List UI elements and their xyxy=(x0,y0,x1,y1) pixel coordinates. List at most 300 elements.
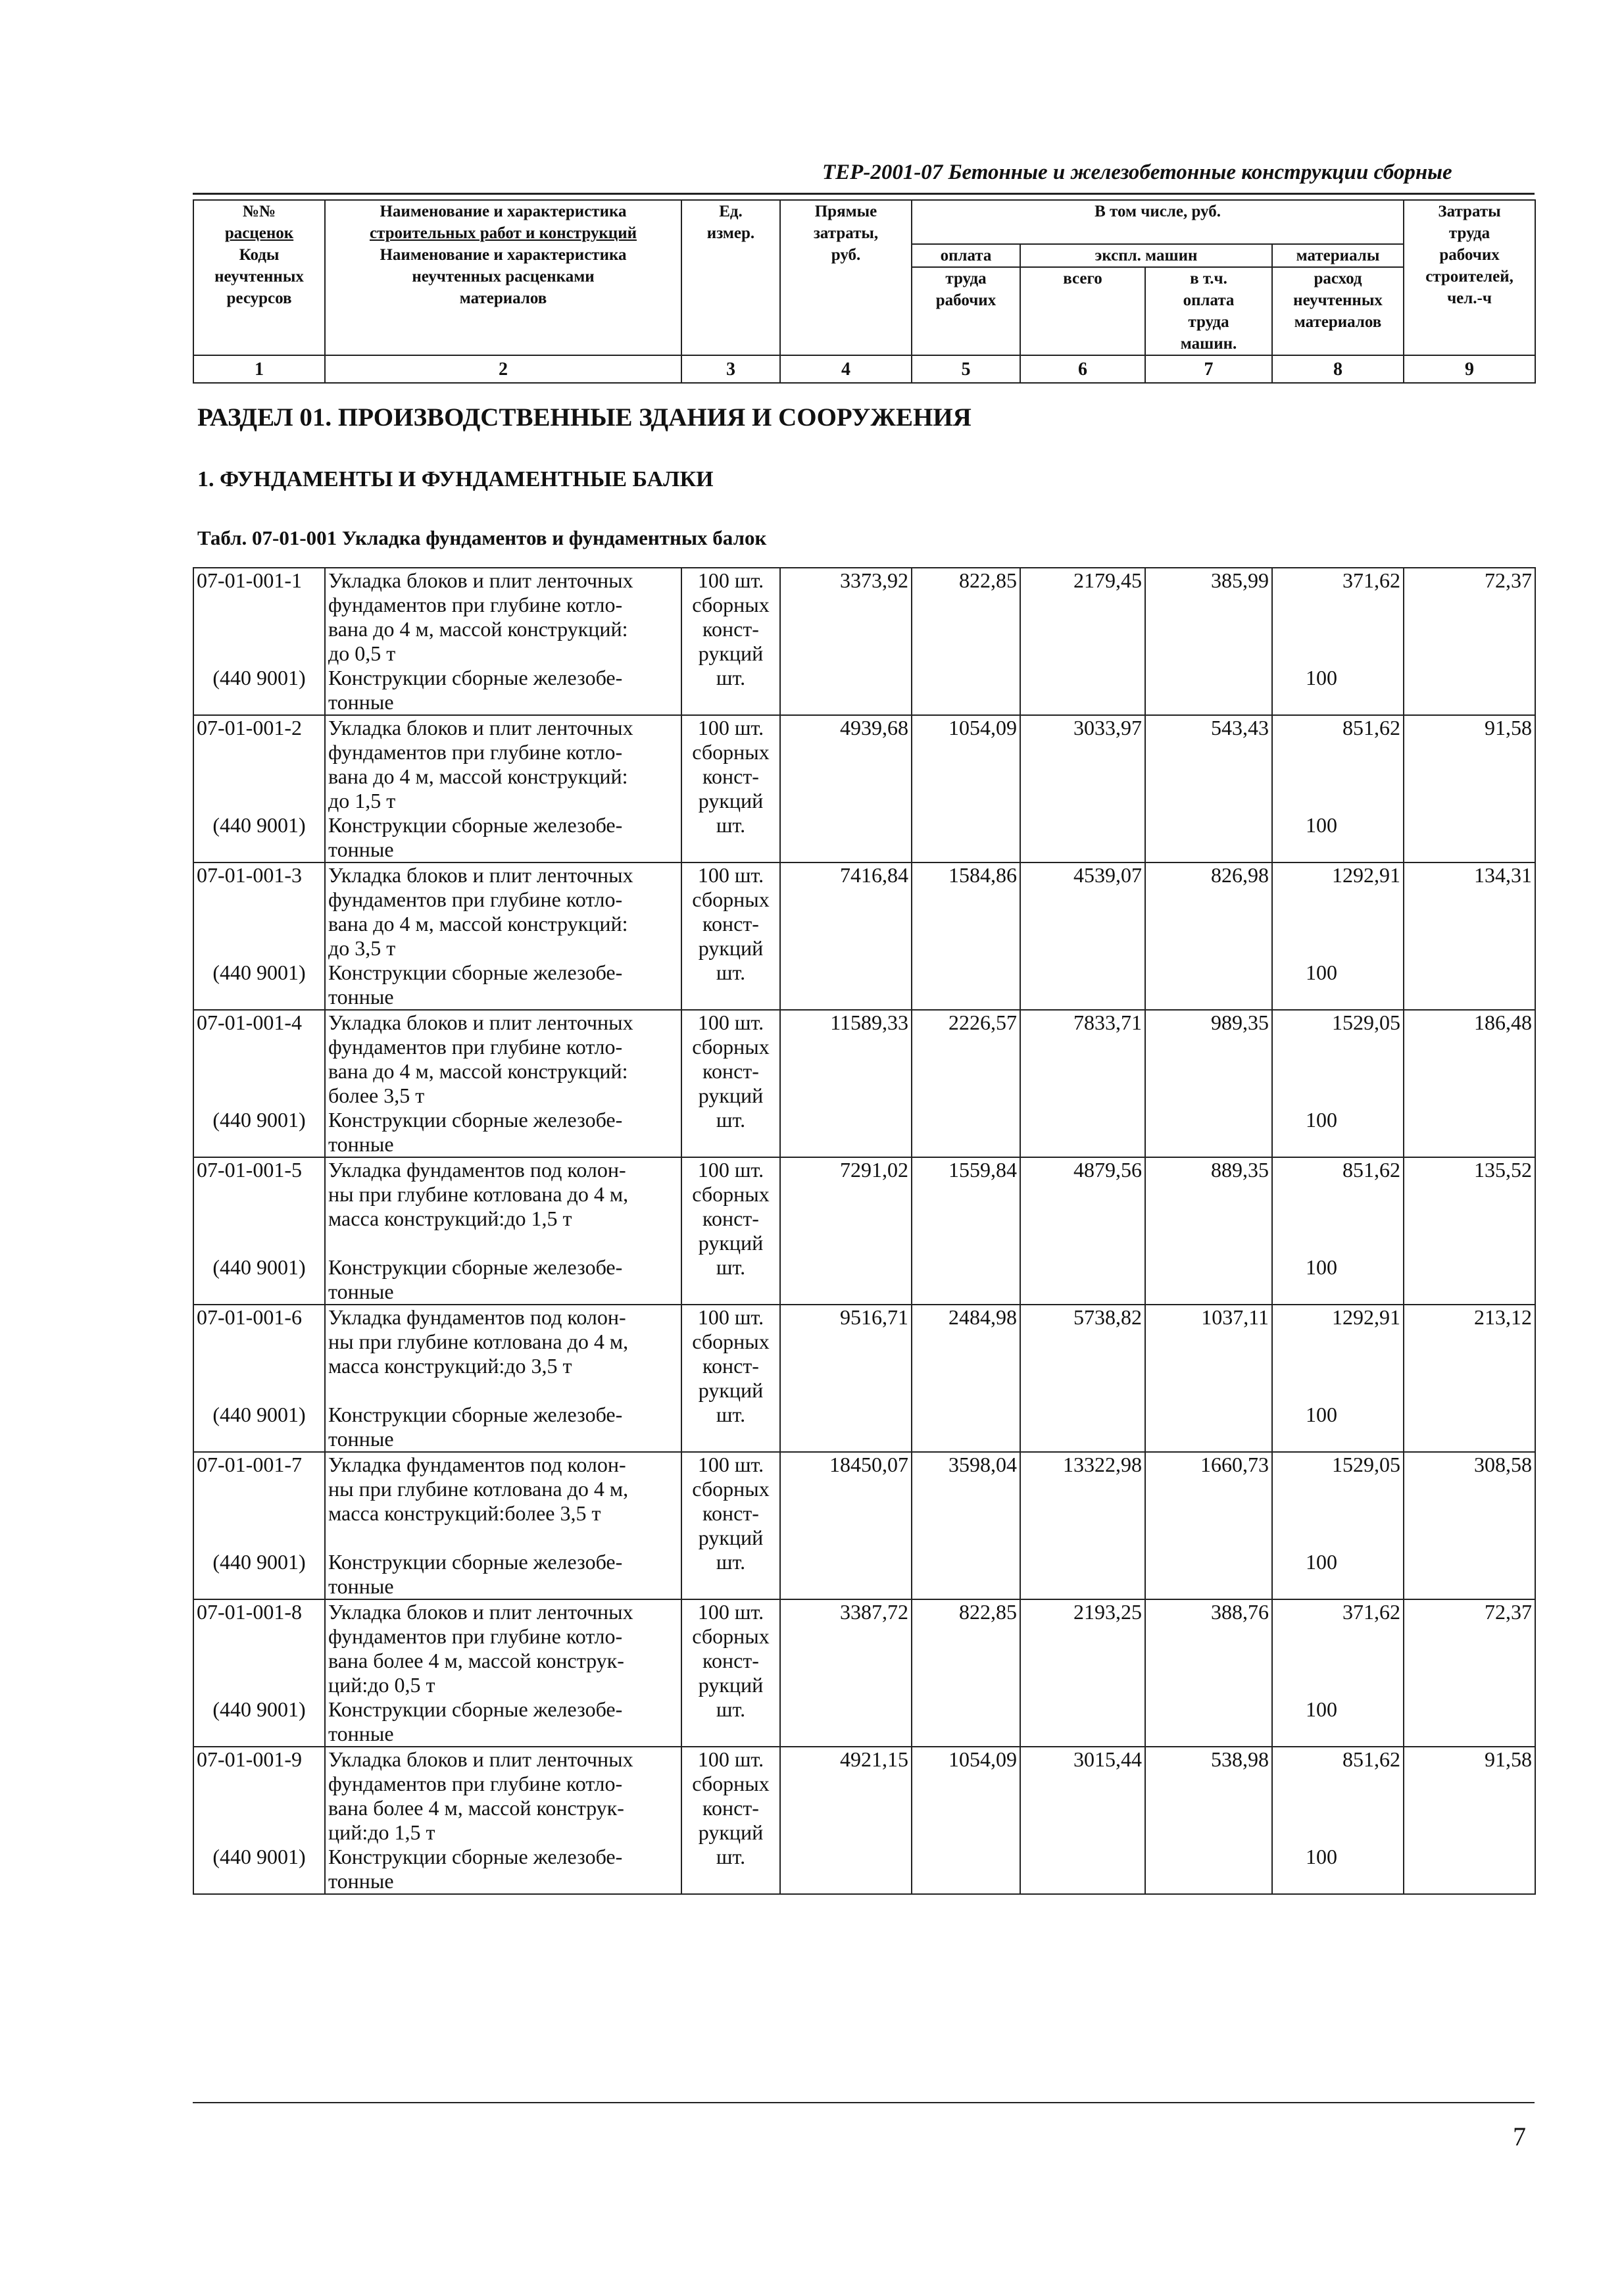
cell-line: рукций xyxy=(698,789,764,813)
direct-cost: 18450,07 xyxy=(780,1452,912,1550)
direct-cost: 7416,84 xyxy=(780,863,912,961)
resource-code: (440 9001) xyxy=(193,1697,325,1747)
resource-unit: шт. xyxy=(681,1255,780,1305)
resource-row xyxy=(193,1550,1535,1599)
table-row xyxy=(193,1157,1535,1255)
table-row xyxy=(193,1305,1535,1403)
resource-quantity: 100 xyxy=(1272,666,1404,715)
empty-cell xyxy=(1020,1845,1145,1894)
rate-description xyxy=(325,1452,681,1550)
machine-cost: 3015,44 xyxy=(1020,1747,1145,1845)
cell-line: Конструкции сборные железобе- xyxy=(328,1550,623,1574)
cell-line: конст- xyxy=(702,912,759,936)
cell-line: Укладка блоков и плит ленточных xyxy=(328,1600,633,1624)
machine-cost: 2193,25 xyxy=(1020,1599,1145,1697)
rate-description xyxy=(325,568,681,666)
cell-line: Конструкции сборные железобе- xyxy=(328,666,623,689)
machine-labor-cost: 385,99 xyxy=(1145,568,1272,666)
resource-unit: шт. xyxy=(681,1108,780,1157)
resource-unit: шт. xyxy=(681,666,780,715)
empty-cell xyxy=(912,1403,1020,1452)
resource-description xyxy=(325,813,681,863)
resource-quantity: 100 xyxy=(1272,961,1404,1010)
cell-line: Укладка блоков и плит ленточных xyxy=(328,1747,633,1771)
cell-line: фундаментов при глубине котло- xyxy=(328,1035,623,1059)
col-header-4: Прямые затраты, руб. xyxy=(780,200,912,355)
cell-line: конст- xyxy=(702,1207,759,1230)
cell-line: ны при глубине котлована до 4 м, xyxy=(328,1182,629,1206)
cell-line: рукций xyxy=(698,1084,764,1107)
labor-cost: 3598,04 xyxy=(912,1452,1020,1550)
cell-line: ций:до 0,5 т xyxy=(328,1673,435,1697)
col-header-3: Ед. измер. xyxy=(681,200,780,355)
empty-cell xyxy=(1404,1550,1535,1599)
labor-hours: 91,58 xyxy=(1404,1747,1535,1845)
resource-code: (440 9001) xyxy=(193,813,325,863)
materials-cost: 371,62 xyxy=(1272,568,1404,666)
cell-line: рукций xyxy=(698,936,764,960)
machine-labor-cost: 1037,11 xyxy=(1145,1305,1272,1403)
col-number: 2 xyxy=(325,355,681,383)
resource-row xyxy=(193,961,1535,1010)
empty-cell xyxy=(912,1108,1020,1157)
rate-unit xyxy=(681,1157,780,1255)
empty-cell xyxy=(780,1845,912,1894)
resource-row xyxy=(193,1108,1535,1157)
direct-cost: 4939,68 xyxy=(780,715,912,813)
cell-line: конст- xyxy=(702,764,759,788)
cell-line xyxy=(328,1231,681,1255)
machine-cost: 2179,45 xyxy=(1020,568,1145,666)
materials-cost: 1529,05 xyxy=(1272,1010,1404,1108)
cell-line: конст- xyxy=(702,1649,759,1672)
col-number: 6 xyxy=(1020,355,1145,383)
page-number: 7 xyxy=(1513,2122,1526,2151)
machine-cost: 4879,56 xyxy=(1020,1157,1145,1255)
table-row xyxy=(193,1747,1535,1845)
cell-line xyxy=(328,1526,681,1550)
empty-cell xyxy=(1020,1550,1145,1599)
empty-cell xyxy=(1020,961,1145,1010)
empty-cell xyxy=(1020,1108,1145,1157)
cell-line: ны при глубине котлована до 4 м, xyxy=(328,1477,629,1501)
empty-cell xyxy=(1404,1697,1535,1747)
rate-description xyxy=(325,1305,681,1403)
materials-cost: 851,62 xyxy=(1272,1157,1404,1255)
cell-line: масса конструкций:до 1,5 т xyxy=(328,1207,572,1230)
cell-line: конст- xyxy=(702,1354,759,1378)
cell-line: фундаментов при глубине котло- xyxy=(328,593,623,616)
empty-cell xyxy=(780,1108,912,1157)
cell-line: конст- xyxy=(702,1796,759,1820)
rate-description xyxy=(325,1599,681,1697)
empty-cell xyxy=(1020,1697,1145,1747)
empty-cell xyxy=(1020,813,1145,863)
section-title: РАЗДЕЛ 01. ПРОИЗВОДСТВЕННЫЕ ЗДАНИЯ И СООРУЖЕНИЯ xyxy=(197,403,972,432)
empty-cell xyxy=(912,1845,1020,1894)
rate-description xyxy=(325,715,681,813)
rate-unit xyxy=(681,715,780,813)
col-header-6: всего xyxy=(1020,267,1145,355)
labor-hours: 72,37 xyxy=(1404,1599,1535,1697)
cell-line: фундаментов при глубине котло- xyxy=(328,1624,623,1648)
labor-cost: 2484,98 xyxy=(912,1305,1020,1403)
empty-cell xyxy=(1145,1550,1272,1599)
col-number: 4 xyxy=(780,355,912,383)
labor-hours: 213,12 xyxy=(1404,1305,1535,1403)
cell-line: рукций xyxy=(698,1231,764,1255)
cell-line: рукций xyxy=(698,1820,764,1844)
empty-cell xyxy=(1020,1403,1145,1452)
cell-line: вана до 4 м, массой конструкций: xyxy=(328,912,628,936)
empty-cell xyxy=(1404,961,1535,1010)
footer-rule xyxy=(193,2102,1535,2103)
rate-unit xyxy=(681,1599,780,1697)
cell-line: тонные xyxy=(328,1574,394,1598)
empty-cell xyxy=(1145,666,1272,715)
empty-cell xyxy=(912,813,1020,863)
materials-cost: 851,62 xyxy=(1272,1747,1404,1845)
cell-line: сборных xyxy=(692,1772,770,1795)
empty-cell xyxy=(1404,666,1535,715)
cell-line: тонные xyxy=(328,838,394,861)
cell-line: рукций xyxy=(698,1673,764,1697)
cell-line: 100 шт. xyxy=(697,568,764,592)
rate-unit xyxy=(681,1747,780,1845)
rate-code: 07-01-001-4 xyxy=(193,1010,325,1108)
cell-line: сборных xyxy=(692,1624,770,1648)
labor-hours: 72,37 xyxy=(1404,568,1535,666)
resource-row xyxy=(193,1845,1535,1894)
rate-unit xyxy=(681,863,780,961)
cell-line: 100 шт. xyxy=(697,1453,764,1476)
machine-labor-cost: 1660,73 xyxy=(1145,1452,1272,1550)
empty-cell xyxy=(780,813,912,863)
col-group-header: В том числе, руб. xyxy=(912,200,1404,244)
cell-line: тонные xyxy=(328,1132,394,1156)
cell-line: Укладка блоков и плит ленточных xyxy=(328,716,633,739)
rate-code: 07-01-001-6 xyxy=(193,1305,325,1403)
cell-line: тонные xyxy=(328,1427,394,1451)
empty-cell xyxy=(780,1697,912,1747)
direct-cost: 7291,02 xyxy=(780,1157,912,1255)
table-row xyxy=(193,1599,1535,1697)
cell-line: масса конструкций:до 3,5 т xyxy=(328,1354,572,1378)
resource-row xyxy=(193,813,1535,863)
resource-code: (440 9001) xyxy=(193,1550,325,1599)
col-number: 7 xyxy=(1145,355,1272,383)
cell-line: 100 шт. xyxy=(697,1747,764,1771)
materials-cost: 371,62 xyxy=(1272,1599,1404,1697)
col-header-67-top: экспл. машин xyxy=(1020,244,1272,267)
resource-description xyxy=(325,1697,681,1747)
cell-line: вана до 4 м, массой конструкций: xyxy=(328,1059,628,1083)
resource-unit: шт. xyxy=(681,1697,780,1747)
labor-hours: 91,58 xyxy=(1404,715,1535,813)
cell-line: до 1,5 т xyxy=(328,789,396,813)
resource-description xyxy=(325,666,681,715)
rate-unit xyxy=(681,1010,780,1108)
cell-line: сборных xyxy=(692,1035,770,1059)
cell-line: вана до 4 м, массой конструкций: xyxy=(328,617,628,641)
resource-unit: шт. xyxy=(681,1550,780,1599)
resource-quantity: 100 xyxy=(1272,1845,1404,1894)
cell-line: Конструкции сборные железобе- xyxy=(328,813,623,837)
resource-description xyxy=(325,1550,681,1599)
machine-labor-cost: 889,35 xyxy=(1145,1157,1272,1255)
cell-line: конст- xyxy=(702,1059,759,1083)
empty-cell xyxy=(912,666,1020,715)
col-number: 9 xyxy=(1404,355,1535,383)
cell-line: тонные xyxy=(328,985,394,1009)
empty-cell xyxy=(1404,1845,1535,1894)
machine-labor-cost: 388,76 xyxy=(1145,1599,1272,1697)
cell-line: Укладка фундаментов под колон- xyxy=(328,1305,626,1329)
empty-cell xyxy=(912,1550,1020,1599)
cell-line: сборных xyxy=(692,740,770,764)
machine-cost: 13322,98 xyxy=(1020,1452,1145,1550)
cell-line: Конструкции сборные железобе- xyxy=(328,1108,623,1132)
resource-unit: шт. xyxy=(681,813,780,863)
cell-line: 100 шт. xyxy=(697,863,764,887)
rate-unit xyxy=(681,1452,780,1550)
cell-line: рукций xyxy=(698,641,764,665)
rate-code: 07-01-001-2 xyxy=(193,715,325,813)
cell-line: конст- xyxy=(702,1501,759,1525)
col-number: 1 xyxy=(193,355,325,383)
resource-code: (440 9001) xyxy=(193,961,325,1010)
empty-cell xyxy=(1145,1845,1272,1894)
materials-cost: 851,62 xyxy=(1272,715,1404,813)
cell-line: Укладка фундаментов под колон- xyxy=(328,1158,626,1182)
resource-row xyxy=(193,1697,1535,1747)
labor-hours: 186,48 xyxy=(1404,1010,1535,1108)
cell-line: Конструкции сборные железобе- xyxy=(328,1255,623,1279)
direct-cost: 3387,72 xyxy=(780,1599,912,1697)
empty-cell xyxy=(912,961,1020,1010)
cell-line: фундаментов при глубине котло- xyxy=(328,888,623,911)
labor-cost: 822,85 xyxy=(912,568,1020,666)
table-row xyxy=(193,1010,1535,1108)
cell-line: фундаментов при глубине котло- xyxy=(328,1772,623,1795)
cell-line: ны при глубине котлована до 4 м, xyxy=(328,1330,629,1353)
machine-labor-cost: 538,98 xyxy=(1145,1747,1272,1845)
table-row xyxy=(193,715,1535,813)
materials-cost: 1292,91 xyxy=(1272,1305,1404,1403)
rate-description xyxy=(325,1747,681,1845)
cell-line: 100 шт. xyxy=(697,716,764,739)
col-header-7: в т.ч. оплата труда машин. xyxy=(1145,267,1272,355)
col-header-8-top: материалы xyxy=(1272,244,1404,267)
cell-line: 100 шт. xyxy=(697,1305,764,1329)
empty-cell xyxy=(1404,1403,1535,1452)
machine-labor-cost: 989,35 xyxy=(1145,1010,1272,1108)
subsection-title: 1. ФУНДАМЕНТЫ И ФУНДАМЕНТНЫЕ БАЛКИ xyxy=(197,467,714,491)
cell-line: 100 шт. xyxy=(697,1158,764,1182)
resource-quantity: 100 xyxy=(1272,1255,1404,1305)
empty-cell xyxy=(1020,1255,1145,1305)
resource-code: (440 9001) xyxy=(193,1403,325,1452)
cell-line: Конструкции сборные железобе- xyxy=(328,1845,623,1868)
cell-line: тонные xyxy=(328,1722,394,1745)
cell-line: рукций xyxy=(698,1378,764,1402)
cell-line: вана более 4 м, массой конструк- xyxy=(328,1649,624,1672)
resource-unit: шт. xyxy=(681,1845,780,1894)
machine-cost: 3033,97 xyxy=(1020,715,1145,813)
col-header-8: расход неучтенных материалов xyxy=(1272,267,1404,355)
cell-line: Укладка фундаментов под колон- xyxy=(328,1453,626,1476)
resource-code: (440 9001) xyxy=(193,1255,325,1305)
labor-cost: 1054,09 xyxy=(912,1747,1020,1845)
col-header-1b: Коды неучтенных ресурсов xyxy=(193,244,325,355)
cell-line: вана более 4 м, массой конструк- xyxy=(328,1796,624,1820)
labor-cost: 1054,09 xyxy=(912,715,1020,813)
resource-row xyxy=(193,1255,1535,1305)
empty-cell xyxy=(780,1403,912,1452)
resource-unit: шт. xyxy=(681,1403,780,1452)
cell-line: ций:до 1,5 т xyxy=(328,1820,435,1844)
cell-line: тонные xyxy=(328,690,394,714)
empty-cell xyxy=(1020,666,1145,715)
cell-line: Укладка блоков и плит ленточных xyxy=(328,568,633,592)
cell-line: масса конструкций:более 3,5 т xyxy=(328,1501,601,1525)
resource-row xyxy=(193,666,1535,715)
rate-description xyxy=(325,863,681,961)
col-header-1a: №№ расценок xyxy=(193,200,325,244)
col-header-2b: Наименование и характеристика неучтенных расценками материалов xyxy=(325,244,681,355)
empty-cell xyxy=(1404,1108,1535,1157)
cell-line: до 0,5 т xyxy=(328,641,396,665)
header-rule xyxy=(193,193,1535,195)
cell-line: вана до 4 м, массой конструкций: xyxy=(328,764,628,788)
cell-line: сборных xyxy=(692,593,770,616)
labor-hours: 308,58 xyxy=(1404,1452,1535,1550)
cell-line: более 3,5 т xyxy=(328,1084,425,1107)
rate-code: 07-01-001-5 xyxy=(193,1157,325,1255)
resource-quantity: 100 xyxy=(1272,813,1404,863)
cell-line: фундаментов при глубине котло- xyxy=(328,740,623,764)
resource-description xyxy=(325,1108,681,1157)
rates-table xyxy=(193,567,1536,1895)
rate-code: 07-01-001-3 xyxy=(193,863,325,961)
empty-cell xyxy=(1145,1697,1272,1747)
cell-line: сборных xyxy=(692,1182,770,1206)
col-header-9: Затраты труда рабочих строителей, чел.-ч xyxy=(1404,200,1535,355)
cell-line: тонные xyxy=(328,1280,394,1303)
resource-quantity: 100 xyxy=(1272,1697,1404,1747)
labor-cost: 822,85 xyxy=(912,1599,1020,1697)
rate-description xyxy=(325,1157,681,1255)
rate-code: 07-01-001-7 xyxy=(193,1452,325,1550)
cell-line: сборных xyxy=(692,888,770,911)
resource-code: (440 9001) xyxy=(193,666,325,715)
resource-description xyxy=(325,1845,681,1894)
cell-line: Конструкции сборные железобе- xyxy=(328,1697,623,1721)
empty-cell xyxy=(912,1255,1020,1305)
cell-line: Укладка блоков и плит ленточных xyxy=(328,863,633,887)
empty-cell xyxy=(1145,961,1272,1010)
direct-cost: 11589,33 xyxy=(780,1010,912,1108)
cell-line: рукций xyxy=(698,1526,764,1549)
cell-line: до 3,5 т xyxy=(328,936,396,960)
resource-code: (440 9001) xyxy=(193,1845,325,1894)
materials-cost: 1292,91 xyxy=(1272,863,1404,961)
rate-code: 07-01-001-8 xyxy=(193,1599,325,1697)
labor-hours: 135,52 xyxy=(1404,1157,1535,1255)
empty-cell xyxy=(780,666,912,715)
empty-cell xyxy=(1145,1255,1272,1305)
empty-cell xyxy=(1145,813,1272,863)
materials-cost: 1529,05 xyxy=(1272,1452,1404,1550)
cell-line: конст- xyxy=(702,617,759,641)
running-header: ТЕР-2001-07 Бетонные и железобетонные конструкции сборные xyxy=(822,161,1452,184)
resource-row xyxy=(193,1403,1535,1452)
empty-cell xyxy=(780,1550,912,1599)
table-row xyxy=(193,863,1535,961)
cell-line: 100 шт. xyxy=(697,1600,764,1624)
table-caption: Табл. 07-01-001 Укладка фундаментов и фундаментных балок xyxy=(197,526,767,549)
cell-line: Конструкции сборные железобе- xyxy=(328,1403,623,1426)
direct-cost: 9516,71 xyxy=(780,1305,912,1403)
machine-labor-cost: 826,98 xyxy=(1145,863,1272,961)
col-number: 3 xyxy=(681,355,780,383)
rate-description xyxy=(325,1010,681,1108)
rate-unit xyxy=(681,568,780,666)
labor-hours: 134,31 xyxy=(1404,863,1535,961)
table-row xyxy=(193,1452,1535,1550)
col-number: 5 xyxy=(912,355,1020,383)
cell-line: сборных xyxy=(692,1330,770,1353)
cell-line: 100 шт. xyxy=(697,1011,764,1034)
col-header-5: труда рабочих xyxy=(912,267,1020,355)
resource-unit: шт. xyxy=(681,961,780,1010)
resource-quantity: 100 xyxy=(1272,1550,1404,1599)
cell-line: сборных xyxy=(692,1477,770,1501)
resource-quantity: 100 xyxy=(1272,1108,1404,1157)
direct-cost: 4921,15 xyxy=(780,1747,912,1845)
labor-cost: 1559,84 xyxy=(912,1157,1020,1255)
machine-labor-cost: 543,43 xyxy=(1145,715,1272,813)
cell-line xyxy=(328,1378,681,1403)
table-row xyxy=(193,568,1535,666)
resource-quantity: 100 xyxy=(1272,1403,1404,1452)
labor-cost: 1584,86 xyxy=(912,863,1020,961)
cell-line: тонные xyxy=(328,1869,394,1893)
column-header-table xyxy=(193,199,1536,384)
empty-cell xyxy=(1404,1255,1535,1305)
resource-description xyxy=(325,1403,681,1452)
rate-code: 07-01-001-1 xyxy=(193,568,325,666)
labor-cost: 2226,57 xyxy=(912,1010,1020,1108)
empty-cell xyxy=(1404,813,1535,863)
empty-cell xyxy=(1145,1108,1272,1157)
rate-code: 07-01-001-9 xyxy=(193,1747,325,1845)
cell-line: Конструкции сборные железобе- xyxy=(328,961,623,984)
rate-unit xyxy=(681,1305,780,1403)
empty-cell xyxy=(1145,1403,1272,1452)
empty-cell xyxy=(912,1697,1020,1747)
resource-code: (440 9001) xyxy=(193,1108,325,1157)
machine-cost: 4539,07 xyxy=(1020,863,1145,961)
cell-line: Укладка блоков и плит ленточных xyxy=(328,1011,633,1034)
resource-description xyxy=(325,961,681,1010)
machine-cost: 7833,71 xyxy=(1020,1010,1145,1108)
machine-cost: 5738,82 xyxy=(1020,1305,1145,1403)
empty-cell xyxy=(780,1255,912,1305)
col-number: 8 xyxy=(1272,355,1404,383)
empty-cell xyxy=(780,961,912,1010)
col-header-5-top: оплата xyxy=(912,244,1020,267)
